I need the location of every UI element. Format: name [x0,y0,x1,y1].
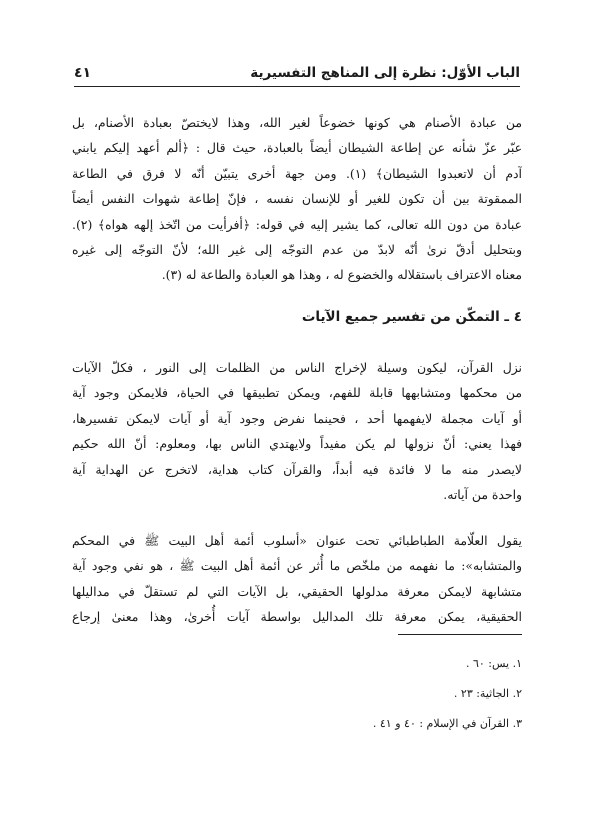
text-line: عبّر عزّ شأنه عن إطاعة الشيطان أيضاً بالعبادة، حيث قال : ﴿ألم أعهد إليكم يابني [72,140,522,156]
header-rule [74,86,520,87]
footnote: ٢. الجاثية: ٢٣ . [453,687,522,700]
running-title: الباب الأوّل: نظرة إلى المناهج التفسيرية [250,65,520,81]
text-line: من محكمها ومتشابهها قابلة للفهم، ويمكن تطبيقها في الحياة، فلايمكن وجود آية [72,385,522,401]
text-line: يقول العلّامة الطباطبائي تحت عنوان «أسلوب أئمة أهل البيت ﷺ في المحكم [72,533,522,548]
text-line: آدم أن لاتعبدوا الشيطان﴾ (١). ومن جهة أخرى يتبيّن أنّه لا فرق في الطاعة [72,165,522,181]
paragraph-2 [72,262,522,287]
text-line: معناه الاعتراف باستقلاله والخضوع له ، وهذا هو العبادة والطاعة له (٣). [161,267,522,282]
paragraph-4 [72,528,522,630]
text-line: الحقيقية، يمكن معرفة تلك المداليل بواسطة آيات أُخرىٰ، وهذا معنىٰ إرجاع [72,609,522,625]
footnote-rule [398,634,522,635]
text-line: فهذا يعني: أنّ نزولها لم يكن مفيداً ولايهتدي الناس بها، ومعلوم: أنّ الله حكيم [72,436,522,452]
footnote: ٣. القرآن في الإسلام : ٤٠ و ٤١ . [372,717,522,730]
text-line: واحدة من آياته. [443,487,522,503]
text-line: نزل القرآن، ليكون وسيلة لإخراج الناس من الظلمات إلى النور ، فكلّ الآيات [72,360,522,375]
text-line: أو آيات مجملة لايفهمها أحد ، فحينما نفرض وجود آية أو آيات لايمكن تفسيرها، [72,410,522,426]
page-header [74,61,520,85]
text-line: لايصدر منه ما لا فائدة فيه أبداً، والقرآن كتاب هداية، لاتخرج عن الهداية آية [72,461,522,477]
paragraph-3 [72,355,522,507]
text-line: عبادة من دون الله تعالى، كما يشير إليه في قوله: ﴿أفرأيت من اتّخذ إلهه هواه﴾ (٢). [72,216,522,232]
section-heading: ٤ ـ التمكّن من تفسير جميع الآيات [301,309,522,325]
text-line: من عبادة الأصنام هي كونها خضوعاً لغير الله، وهذا لايختصّ بعبادة الأصنام، بل [72,115,522,130]
text-line: وبتحليل أدقّ نرىٰ أنّه لابدّ من عدم التوجّه إلى غير الله؛ لأنّ التوجّه إلى غيره [72,242,522,258]
paragraph-1 [72,110,522,262]
footnotes [72,649,522,739]
text-line: متشابهة لايمكن معرفة مدلولها الحقيقي، بل الآيات التي لم تستقلّ في مداليلها [72,583,522,599]
text-line: الممقوتة بين أن تكون للغير أو للإنسان نفسه ، فإنّ إطاعة شهوات النفس أيضاً [72,191,522,207]
text-line: والمتشابه»: ما نفهمه من ملخّص ما أُثر عن أئمة أهل البيت ﷺ ، هو نفي وجود آية [72,558,522,574]
footnote: ١. يس: ٦٠ . [465,657,522,670]
page-number: ٤١ [74,65,92,81]
